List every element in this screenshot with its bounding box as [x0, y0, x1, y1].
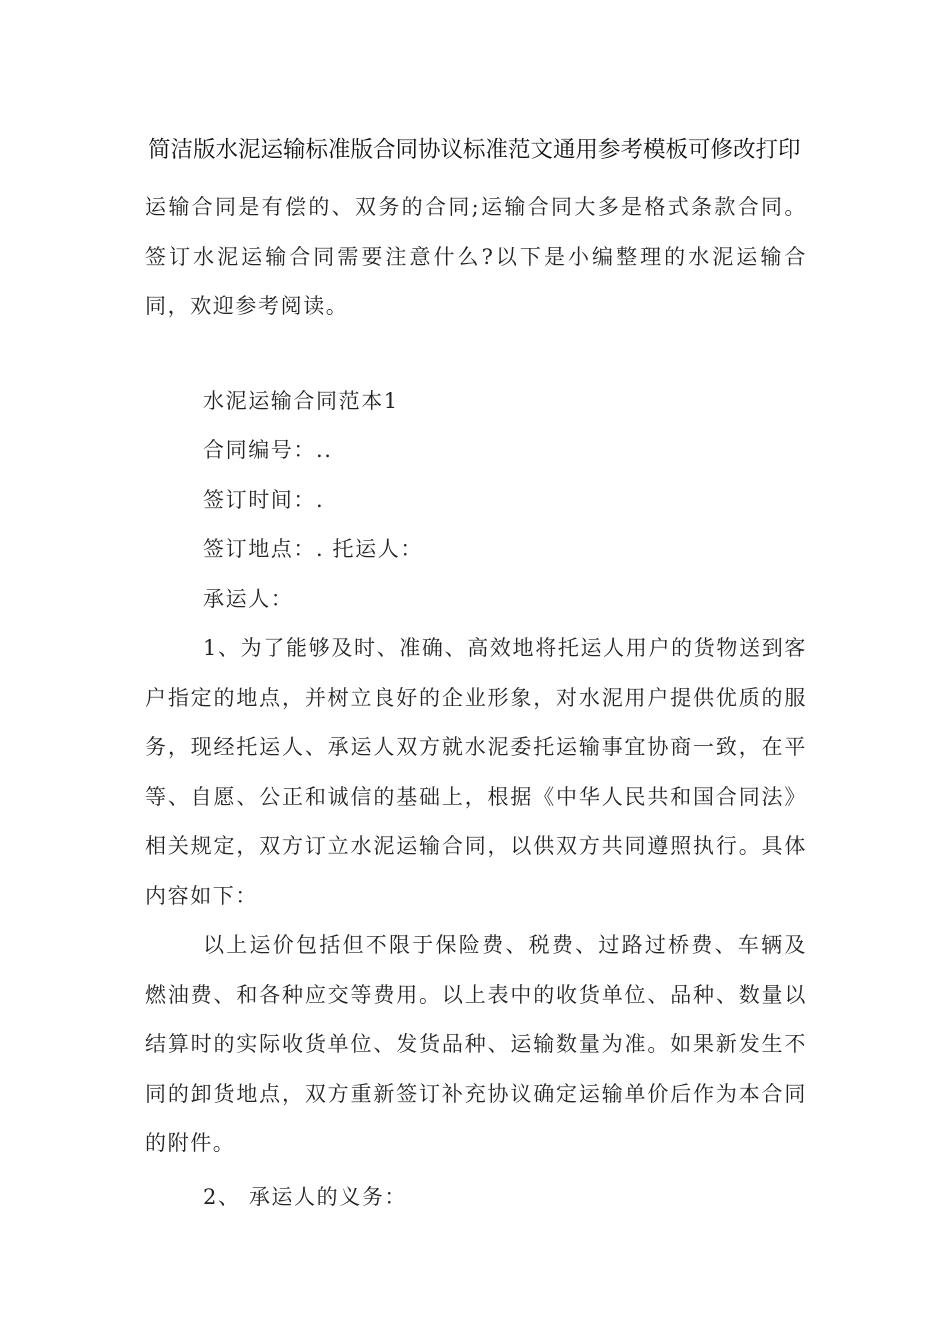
carrier-line: 承运人： [203, 587, 294, 611]
intro-paragraph: 运输合同是有偿的、双务的合同;运输合同大多是格式条款合同。签订水泥运输合同需要注意什么?以下是小编整理的水泥运输合同，欢迎参考阅读。 [145, 195, 807, 318]
document-title: 简洁版水泥运输标准版合同协议标准范文通用参考模板可修改打印 [148, 137, 801, 163]
section-title: 水泥运输合同范本1 [203, 389, 399, 413]
clause-2-heading: 2、 承运人的义务： [203, 1185, 408, 1209]
clause-1-paragraph: 1、为了能够及时、准确、高效地将托运人用户的货物送到客户指定的地点，并树立良好的企业形象，对水泥用户提供优质的服务，现经托运人、承运人双方就水泥委托运输事宜协商一致，在平等、自愿、公正和诚信的基础上，根据《中华人民共和国合同法》相关规定，双方订立水泥运输合同，以供双方共同遵照执行。具体内容如下： [145, 636, 807, 908]
contract-number-line: 合同编号：.. [203, 438, 333, 462]
sign-time-line: 签订时间：. [203, 488, 325, 512]
price-note-paragraph: 以上运价包括但不限于保险费、税费、过路过桥费、车辆及燃油费、和各种应交等费用。以上表中的收货单位、品种、数量以结算时的实际收货单位、发货品种、运输数量为准。如果新发生不同的卸货地点，双方重新签订补充协议确定运输单价后作为本合同的附件。 [145, 933, 807, 1155]
sign-place-line: 签订地点：. 托运人： [203, 537, 423, 561]
